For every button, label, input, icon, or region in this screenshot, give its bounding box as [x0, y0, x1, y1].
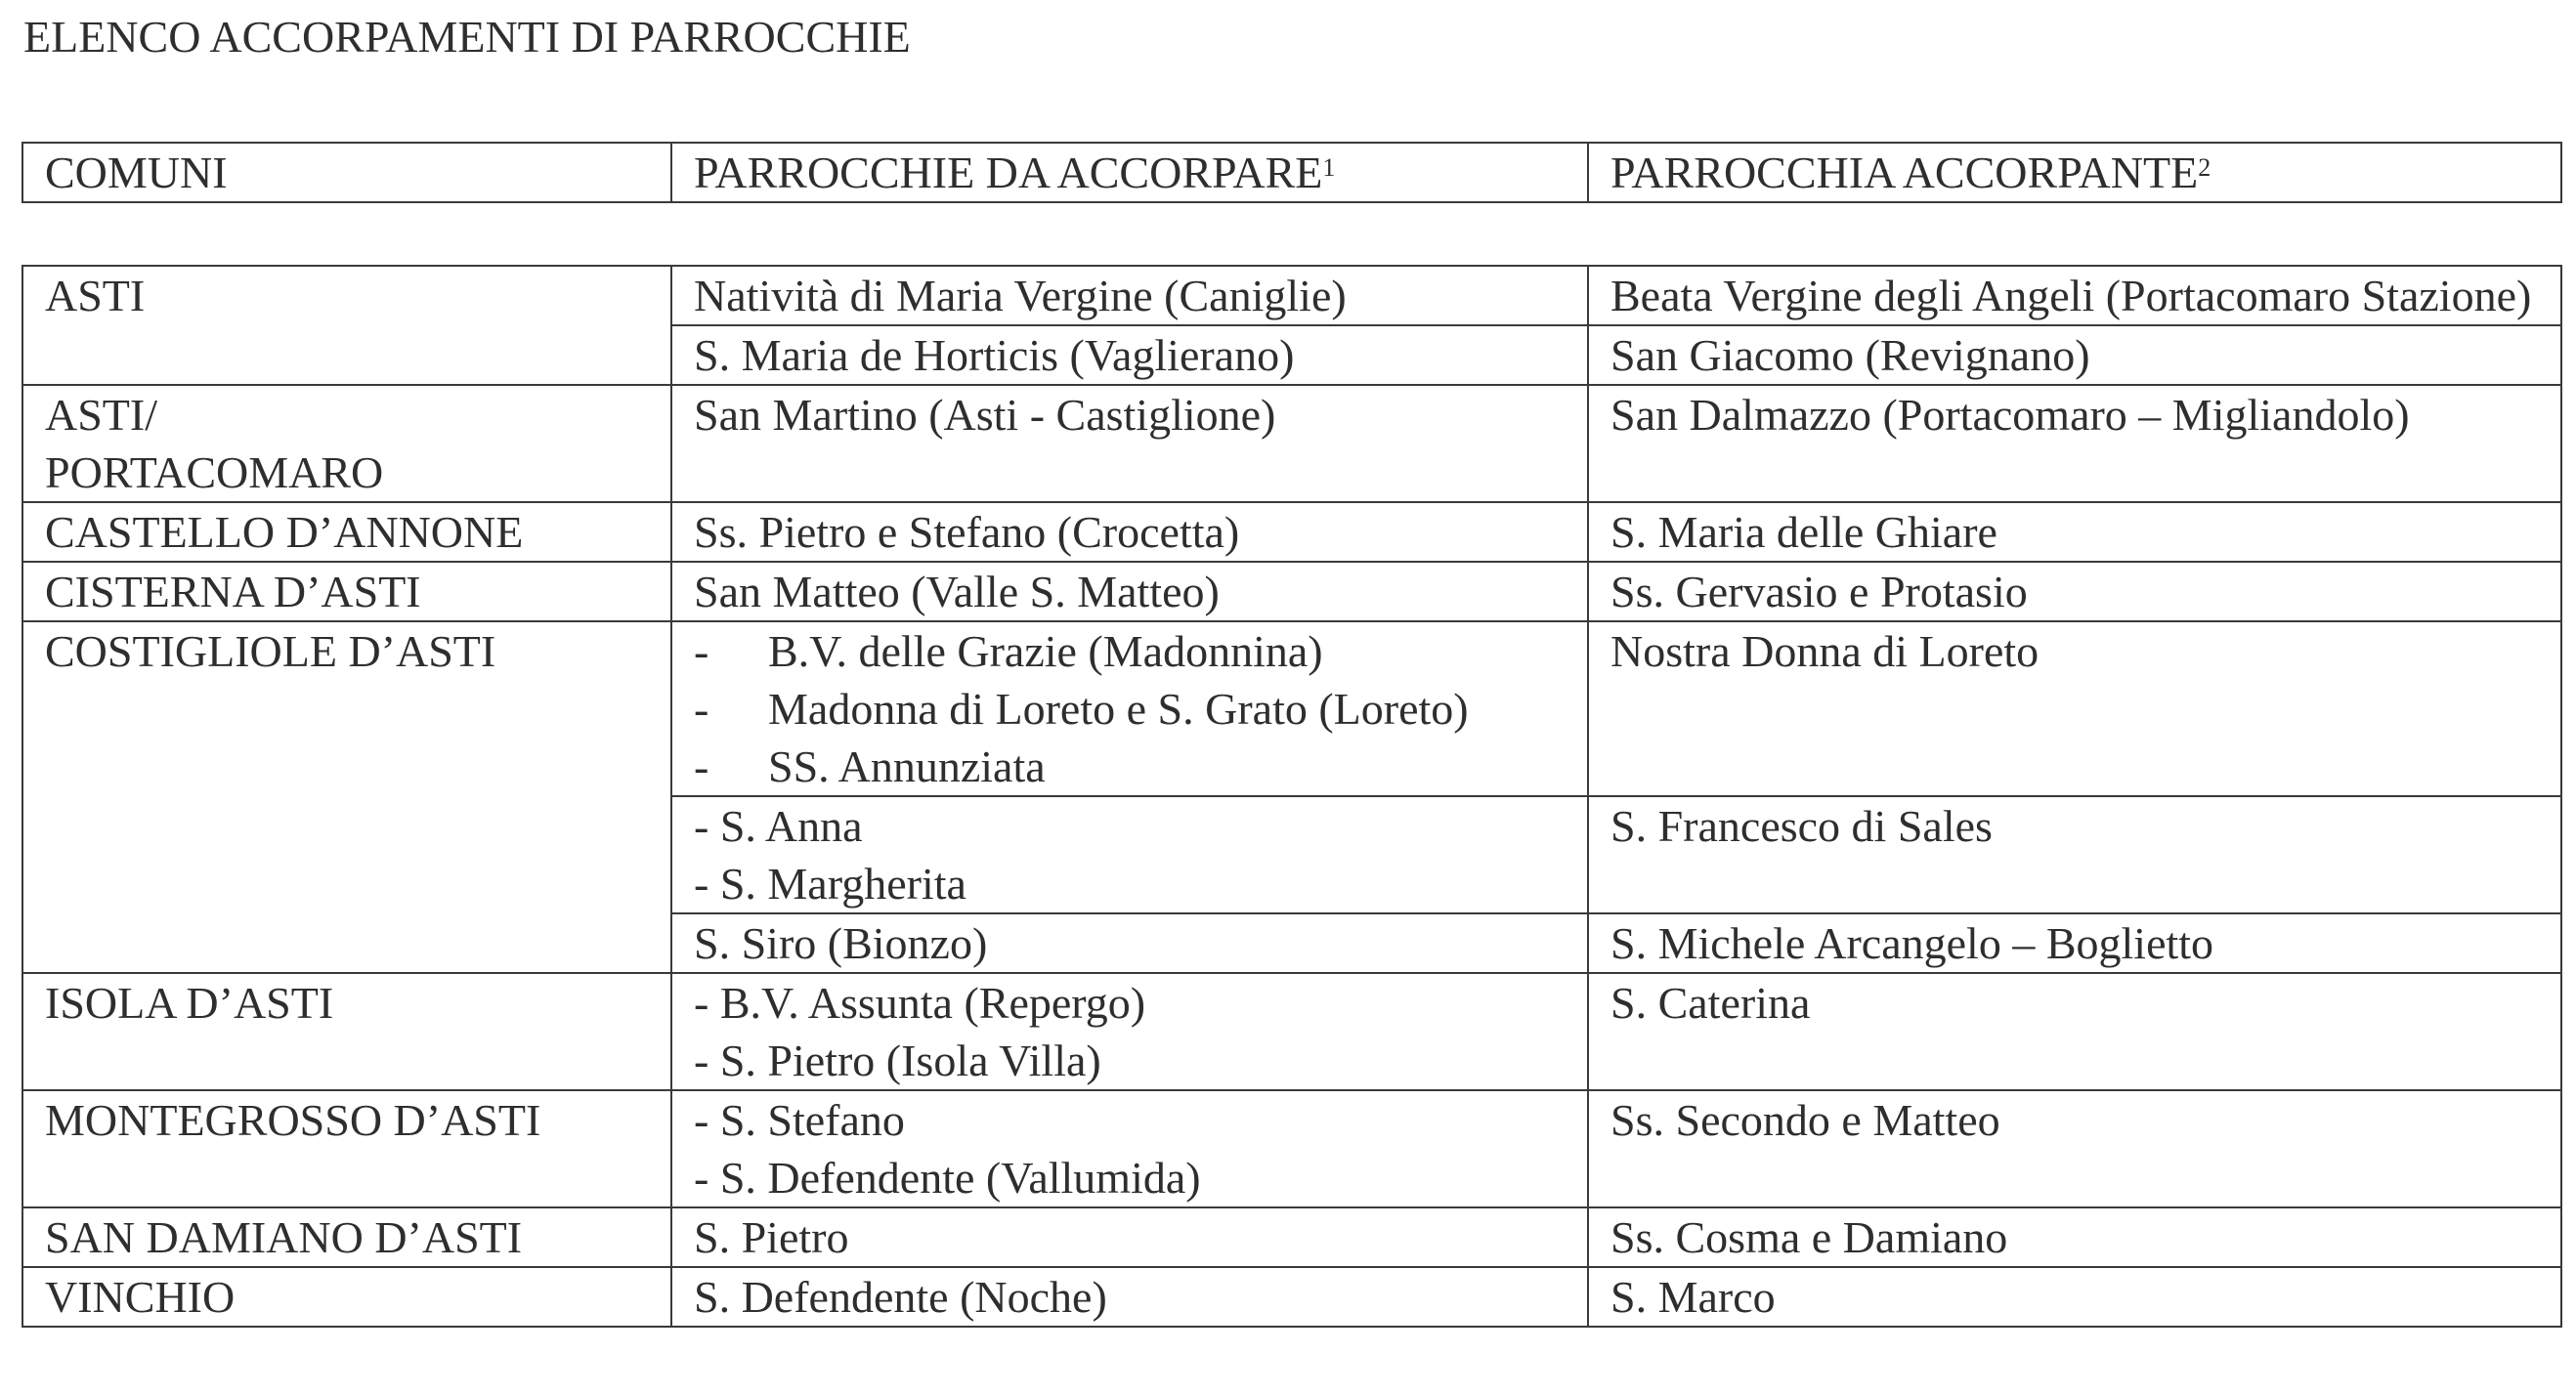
parrocchia-name: Ss. Gervasio e Protasio	[1610, 567, 2028, 616]
list-item	[694, 680, 1567, 738]
footnote-ref-1: 1	[1322, 152, 1336, 182]
header-comuni-label: COMUNI	[45, 148, 228, 197]
parrocchia-da-accorpare-cell	[671, 1090, 1588, 1207]
footnote-ref-2: 2	[2198, 152, 2211, 182]
parrocchia-name: Nostra Donna di Loreto	[1610, 626, 2039, 676]
document-title: ELENCO ACCORPAMENTI DI PARROCCHIE	[23, 12, 911, 62]
parrocchia-da-accorpare-cell	[671, 1267, 1588, 1327]
parrocchia-name: San Dalmazzo (Portacomaro – Migliandolo)	[1610, 390, 2410, 440]
parrocchia-name: San Martino (Asti - Castiglione)	[694, 390, 1276, 440]
comune-cell	[22, 502, 671, 562]
parrocchia-accorpante-cell	[1588, 385, 2561, 502]
comune-cell	[22, 621, 671, 973]
parrocchia-accorpante-cell	[1588, 325, 2561, 385]
list-item: - S. Stefano	[694, 1095, 905, 1145]
parrocchia-da-accorpare-cell	[671, 973, 1588, 1090]
table-row	[22, 1207, 2561, 1267]
table-row	[22, 973, 2561, 1090]
parrocchia-name: Ss. Cosma e Damiano	[1610, 1212, 2008, 1262]
parrocchia-da-accorpare-cell	[671, 796, 1588, 913]
parrocchia-accorpante-cell	[1588, 913, 2561, 973]
table-row	[22, 502, 2561, 562]
parrocchia-da-accorpare-cell	[671, 621, 1588, 796]
table-row	[22, 385, 2561, 502]
parrocchia-accorpante-cell	[1588, 1207, 2561, 1267]
comune-name: SAN DAMIANO D’ASTI	[45, 1212, 523, 1262]
parrocchia-name: B.V. delle Grazie (Madonnina)	[768, 626, 1323, 676]
table-row	[22, 562, 2561, 621]
parrocchia-accorpante-cell	[1588, 1267, 2561, 1327]
header-table	[21, 142, 2562, 203]
parrocchia-da-accorpare-cell	[671, 385, 1588, 502]
comune-cell	[22, 973, 671, 1090]
list-item: - B.V. Assunta (Repergo)	[694, 978, 1146, 1028]
comune-name: MONTEGROSSO D’ASTI	[45, 1095, 541, 1145]
accorpamenti-table	[21, 265, 2562, 1328]
parrocchia-name: S. Pietro	[694, 1212, 849, 1262]
comune-name: VINCHIO	[45, 1272, 236, 1322]
table-row	[22, 621, 2561, 796]
parrocchia-name: S. Defendente (Noche)	[694, 1272, 1107, 1322]
parrocchia-name: Ss. Pietro e Stefano (Crocetta)	[694, 507, 1240, 557]
header-comuni	[22, 143, 671, 202]
parrocchia-name: San Matteo (Valle S. Matteo)	[694, 567, 1220, 616]
list-dash: -	[694, 741, 709, 791]
comune-cell	[22, 1207, 671, 1267]
list-item: - S. Margherita	[694, 859, 966, 909]
parrocchia-name: S. Francesco di Sales	[1610, 801, 1993, 851]
parrocchia-name: S. Marco	[1610, 1272, 1776, 1322]
parrocchia-name: Ss. Secondo e Matteo	[1610, 1095, 2000, 1145]
comune-name: ASTI	[45, 271, 146, 320]
parrocchia-accorpante-cell	[1588, 973, 2561, 1090]
header-da-accorpare-label: PARROCCHIE DA ACCORPARE	[694, 148, 1323, 197]
parrocchia-name: S. Michele Arcangelo – Boglietto	[1610, 918, 2214, 968]
comune-cell	[22, 1267, 671, 1327]
parrocchia-da-accorpare-cell	[671, 325, 1588, 385]
parrocchia-da-accorpare-cell	[671, 502, 1588, 562]
table-row	[22, 266, 2561, 325]
comune-name: CISTERNA D’ASTI	[45, 567, 421, 616]
parrocchia-name: S. Maria delle Ghiare	[1610, 507, 1997, 557]
list-item: - S. Anna	[694, 801, 863, 851]
comune-cell	[22, 385, 671, 502]
comune-name-line: ASTI/	[45, 390, 157, 440]
table-row	[22, 1267, 2561, 1327]
list-item: - S. Pietro (Isola Villa)	[694, 1036, 1101, 1085]
list-item	[694, 622, 1567, 680]
comune-cell	[22, 1090, 671, 1207]
parrocchia-name: San Giacomo (Revignano)	[1610, 330, 2090, 380]
parrocchia-accorpante-cell	[1588, 562, 2561, 621]
comune-name: ISOLA D’ASTI	[45, 978, 334, 1028]
parrocchia-accorpante-cell	[1588, 266, 2561, 325]
parrocchia-name: Natività di Maria Vergine (Caniglie)	[694, 271, 1347, 320]
parrocchia-da-accorpare-cell	[671, 1207, 1588, 1267]
comune-cell	[22, 266, 671, 385]
list-dash: -	[694, 684, 709, 734]
parrocchia-da-accorpare-cell	[671, 562, 1588, 621]
parrocchia-name: S. Siro (Bionzo)	[694, 918, 988, 968]
list-item	[694, 738, 1567, 795]
parrocchia-name: SS. Annunziata	[768, 741, 1046, 791]
table-row	[22, 1090, 2561, 1207]
header-accorpante-label: PARROCCHIA ACCORPANTE	[1610, 148, 2199, 197]
parrocchia-name: S. Caterina	[1610, 978, 1811, 1028]
parrocchia-da-accorpare-cell	[671, 266, 1588, 325]
parrocchia-accorpante-cell	[1588, 502, 2561, 562]
comune-name: CASTELLO D’ANNONE	[45, 507, 524, 557]
list-dash: -	[694, 626, 709, 676]
parrocchia-accorpante-cell	[1588, 621, 2561, 796]
parrocchia-name: S. Maria de Horticis (Vaglierano)	[694, 330, 1295, 380]
parrocchia-name: Beata Vergine degli Angeli (Portacomaro Stazione)	[1610, 271, 2532, 320]
list-item: - S. Defendente (Vallumida)	[694, 1153, 1201, 1203]
header-row	[22, 143, 2561, 202]
parrocchia-accorpante-cell	[1588, 796, 2561, 913]
parrocchia-name: Madonna di Loreto e S. Grato (Loreto)	[768, 684, 1469, 734]
header-parrocchia-accorpante	[1588, 143, 2561, 202]
parrocchia-da-accorpare-cell	[671, 913, 1588, 973]
comune-cell	[22, 562, 671, 621]
header-parrocchie-da-accorpare	[671, 143, 1588, 202]
parrocchia-accorpante-cell	[1588, 1090, 2561, 1207]
comune-name: COSTIGLIOLE D’ASTI	[45, 626, 496, 676]
comune-name-line: PORTACOMARO	[45, 447, 384, 497]
